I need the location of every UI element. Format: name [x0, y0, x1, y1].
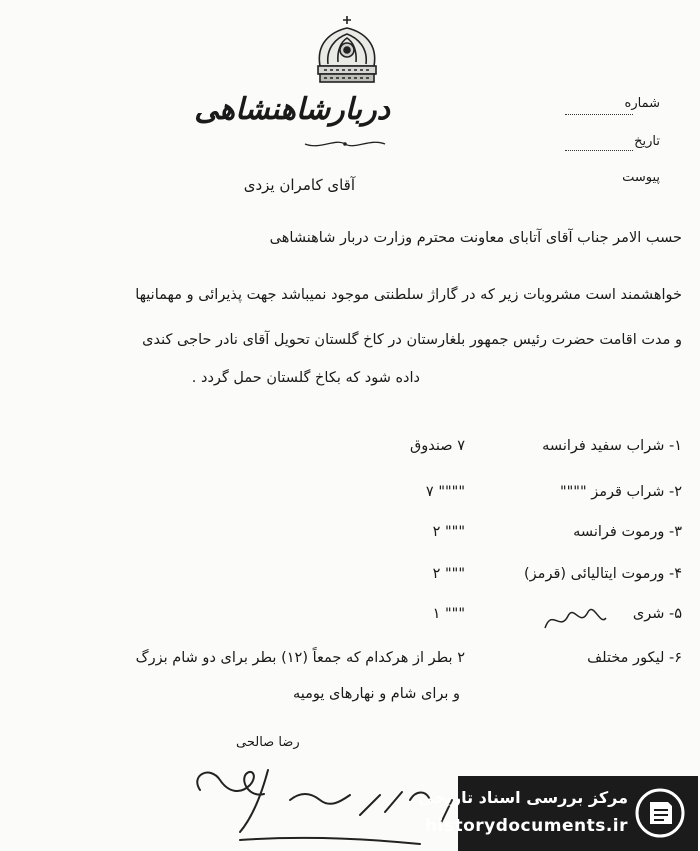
body-line-4: داده شود که بکاخ گلستان حمل گردد . [191, 370, 420, 386]
item-3-name: ۳- ورموت فرانسه [573, 524, 682, 540]
addressee: آقای کامران یزدی [243, 176, 355, 194]
body-line-1: حسب الامر جناب آقای آتابای معاونت محترم وزارت دربار شاهنشاهی [269, 230, 682, 246]
item-2-qty: ۷ """" [425, 484, 465, 500]
watermark-title: مرکز بررسی اسناد تاریخی [418, 788, 628, 807]
item-4-qty: ۲ """ [432, 566, 465, 582]
crown-emblem [310, 14, 384, 86]
item-6-qty: ۲ بطر از هرکدام که جمعاً (۱۲) بطر برای دو شام بزرگ [135, 650, 465, 666]
body-line-3: و مدت اقامت حضرت رئیس جمهور بلغارستان در کاخ گلستان تحویل آقای نادر حاجی کندی [142, 332, 682, 348]
signature-name: رضا صالحی [236, 735, 300, 750]
body-line-2: خواهشمند است مشروبات زیر که در گاراژ سلطنتی موجود نمیباشد جهت پذیرائی و مهمانیها [135, 287, 682, 303]
letterhead-title: دربارشاهنشاهی [194, 92, 390, 127]
watermark-url: historydocuments.ir [424, 816, 628, 836]
item-4-name: ۴- ورموت ایتالیائی (قرمز) [524, 566, 682, 582]
number-field-line [565, 114, 633, 115]
handwritten-annotation [540, 598, 610, 638]
item-6-name: ۶- لیکور مختلف [587, 650, 682, 666]
date-field-line [565, 150, 633, 151]
items-note: و برای شام و نهارهای یومیه [292, 686, 460, 702]
title-ornament [300, 136, 390, 152]
item-2-name: ۲- شراب قرمز """" [559, 484, 682, 500]
item-1-qty: ۷ صندوق [410, 438, 465, 454]
date-label: تاریخ [634, 134, 660, 149]
watermark-banner [418, 776, 698, 851]
item-3-qty: ۲ """ [432, 524, 465, 540]
item-5-qty: ۱ """ [432, 606, 465, 622]
attachment-label: پیوست [622, 170, 660, 185]
item-5-name: ۵- شری [632, 606, 682, 622]
document-scroll-icon [634, 786, 686, 840]
number-label: شماره [624, 96, 660, 111]
item-1-name: ۱- شراب سفید فرانسه [542, 438, 682, 454]
